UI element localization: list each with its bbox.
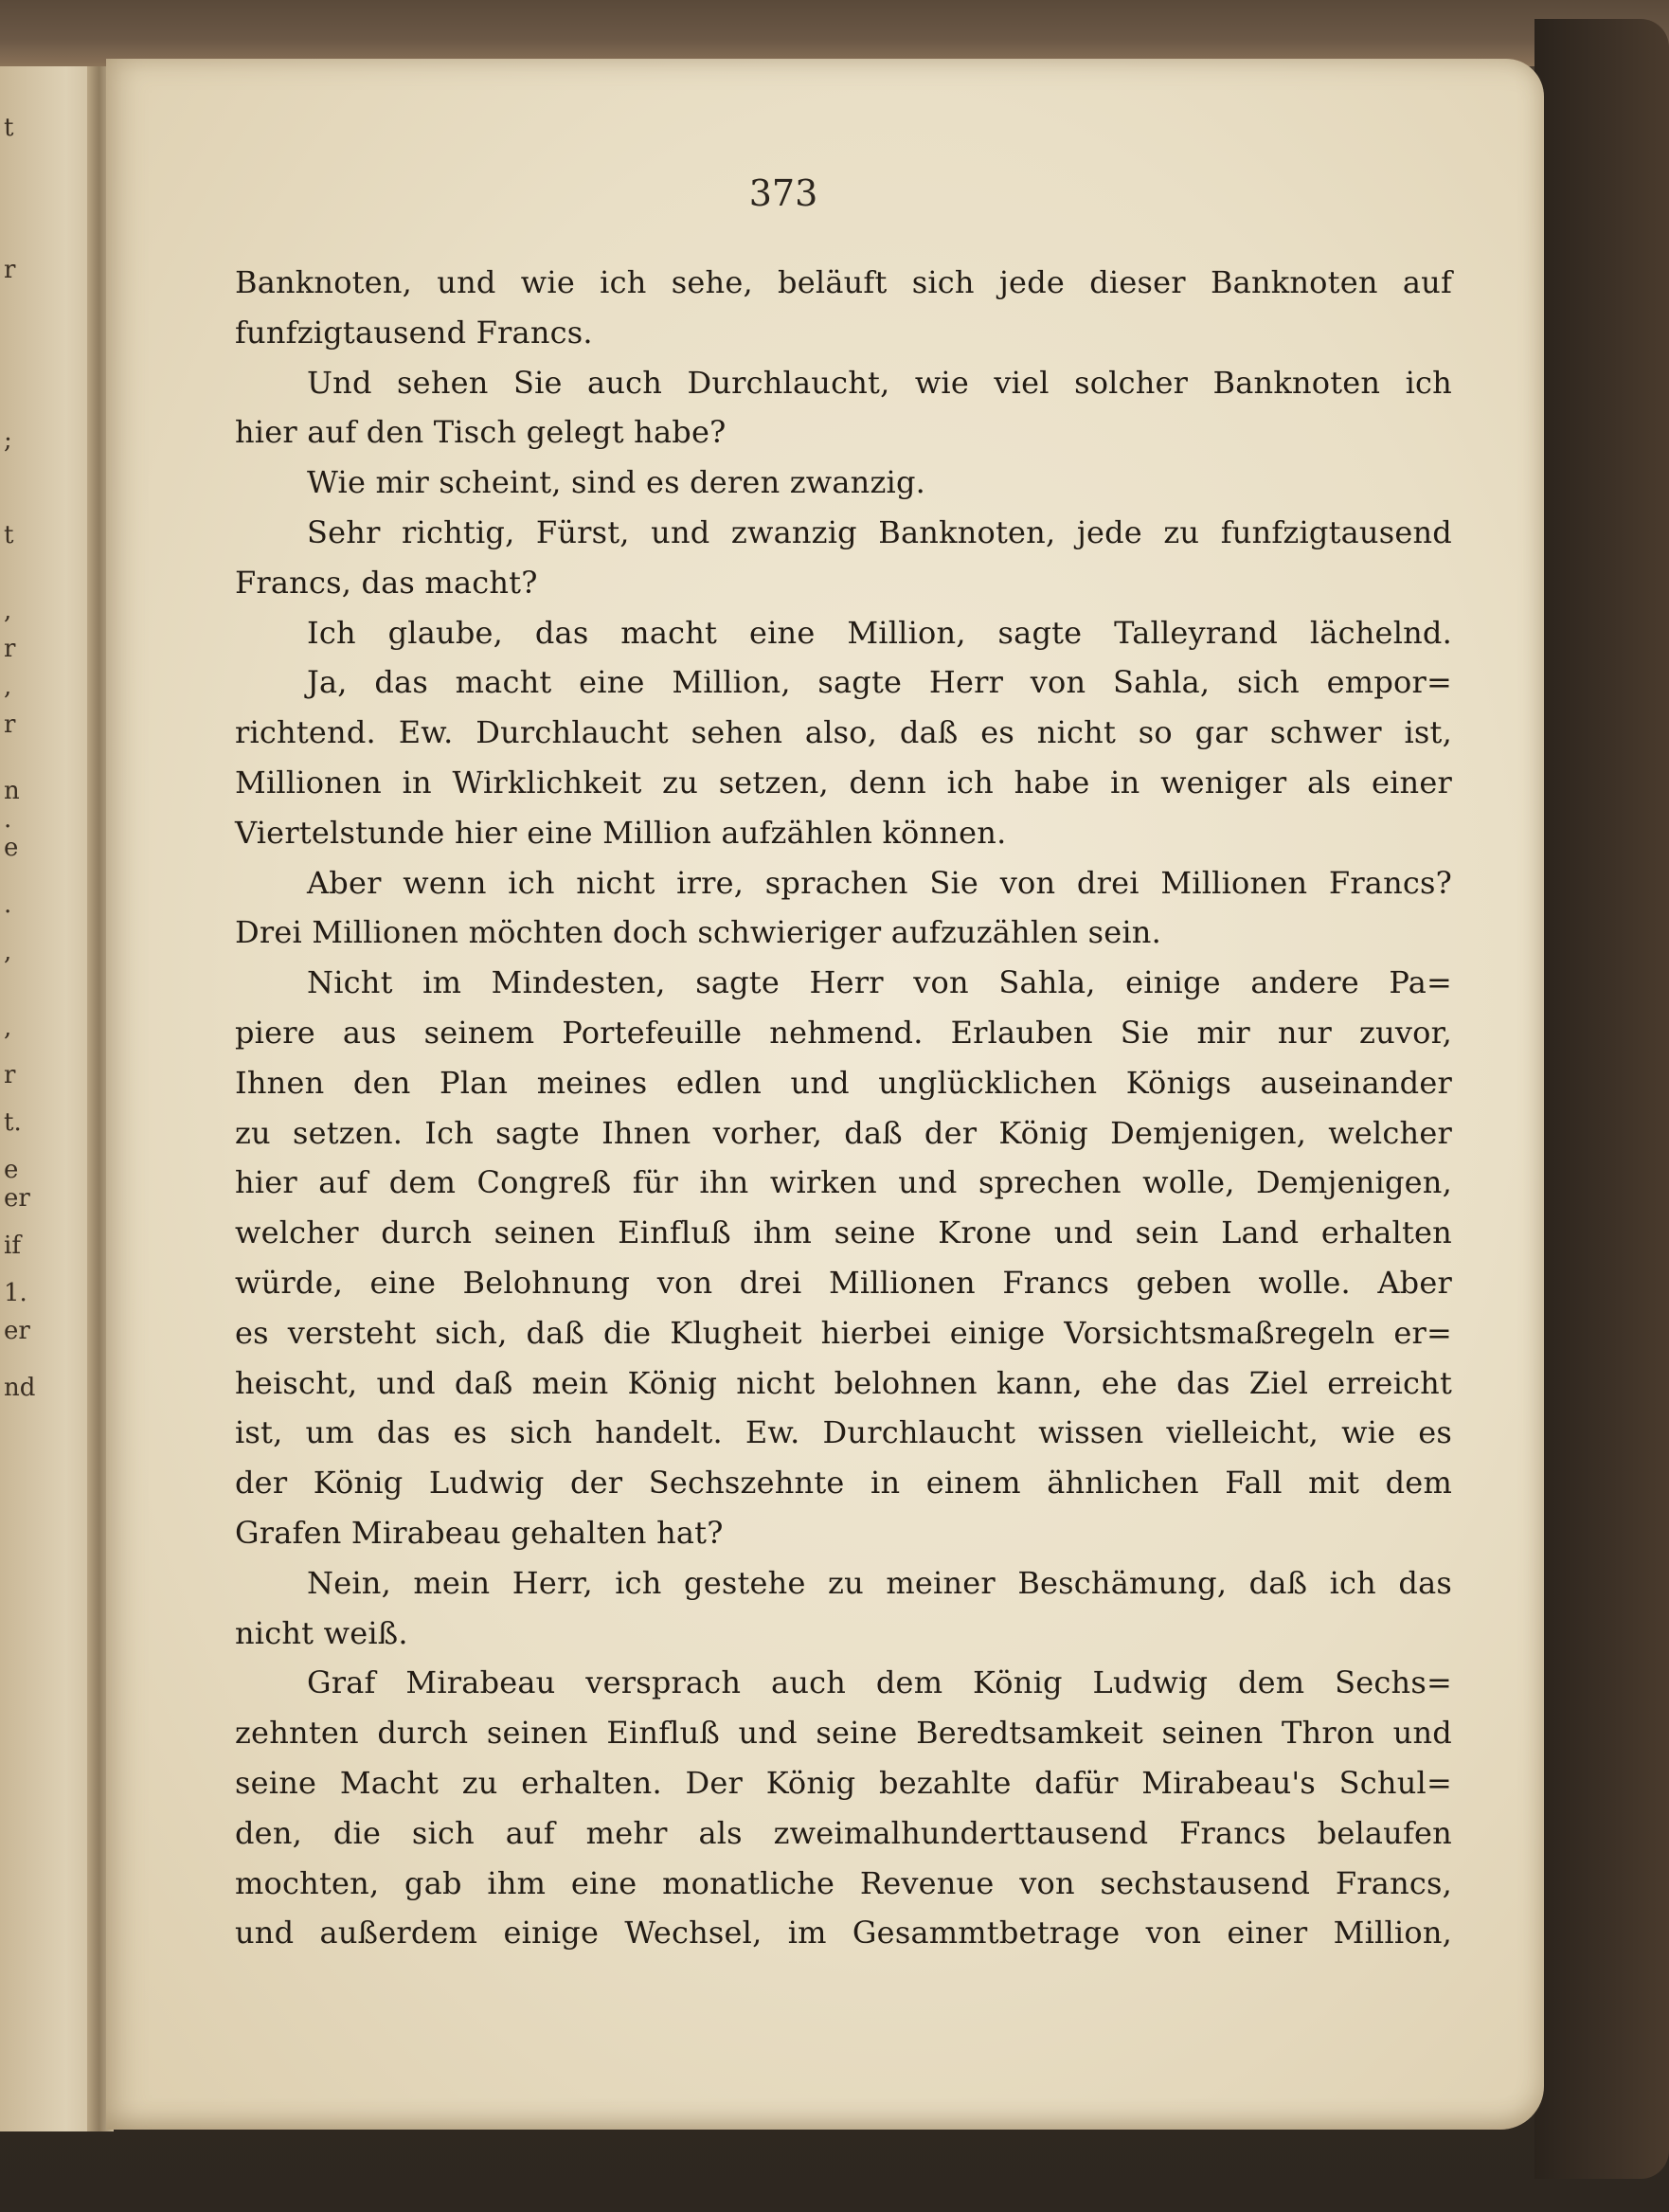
page-number: 373 — [748, 172, 818, 214]
text-line: Nein, mein Herr, ich gestehe zu meiner Beschämung, daß ich das — [307, 1564, 1452, 1601]
text-line: hier auf den Tisch gelegt habe? — [235, 414, 727, 451]
text-line: Aber wenn ich nicht irre, sprachen Sie von drei Millionen Francs? — [307, 864, 1452, 901]
text-line: Sehr richtig, Fürst, und zwanzig Banknoten, jede zu funfzigtausend — [307, 513, 1452, 550]
facing-page-glyph: r — [4, 256, 16, 284]
right-page — [106, 59, 1544, 2130]
facing-page-glyph: er — [4, 1317, 30, 1345]
text-line: funfzigtausend Francs. — [235, 314, 593, 351]
facing-page-glyph: t. — [4, 1108, 22, 1137]
text-line: Drei Millionen möchten doch schwieriger aufzuzählen sein. — [235, 914, 1161, 951]
text-line: es versteht sich, daß die Klugheit hierbei einige Vorsichtsmaßregeln er= — [235, 1314, 1452, 1351]
facing-page-glyph: e — [4, 1156, 19, 1184]
text-line: der König Ludwig der Sechszehnte in einem ähnlichen Fall mit dem — [235, 1465, 1452, 1502]
facing-page-glyph: , — [4, 673, 12, 701]
text-line: piere aus seinem Portefeuille nehmend. Erlauben Sie mir nur zuvor, — [235, 1014, 1452, 1051]
text-line: heischt, und daß mein König nicht belohnen kann, ehe das Ziel erreicht — [235, 1364, 1452, 1401]
facing-page-glyph: ; — [4, 426, 12, 455]
text-line: Millionen in Wirklichkeit zu setzen, denn ich habe in weniger als einer — [235, 764, 1452, 800]
text-line: Und sehen Sie auch Durchlaucht, wie viel solcher Banknoten ich — [307, 364, 1452, 401]
text-line: Banknoten, und wie ich sehe, beläuft sich jede dieser Banknoten auf — [235, 264, 1452, 300]
facing-page-glyph: er — [4, 1184, 30, 1213]
facing-page-glyph: t — [4, 521, 14, 549]
facing-page-glyph: n — [4, 777, 20, 805]
text-line: Ja, das macht eine Million, sagte Herr von Sahla, sich empor= — [307, 664, 1452, 701]
text-line: hier auf dem Congreß für ihn wirken und sprechen wolle, Demjenigen, — [235, 1164, 1452, 1201]
text-line: seine Macht zu erhalten. Der König bezahlte dafür Mirabeau's Schul= — [235, 1764, 1452, 1801]
facing-page-glyph: r — [4, 1061, 16, 1089]
facing-page-glyph: r — [4, 710, 16, 739]
text-line: Ihnen den Plan meines edlen und unglücklichen Königs auseinander — [235, 1064, 1452, 1101]
text-line: zehnten durch seinen Einfluß und seine Beredtsamkeit seinen Thron und — [235, 1715, 1452, 1752]
text-line: Graf Mirabeau versprach auch dem König Ludwig dem Sechs= — [307, 1664, 1452, 1701]
facing-page-glyph: , — [4, 1014, 12, 1042]
facing-page-glyph: . — [4, 890, 12, 919]
text-line: Grafen Mirabeau gehalten hat? — [235, 1514, 724, 1551]
facing-page-glyph: 1. — [4, 1279, 27, 1307]
facing-page-glyph: . — [4, 805, 12, 834]
text-line: ist, um das es sich handelt. Ew. Durchlaucht wissen vielleicht, wie es — [235, 1414, 1452, 1451]
text-line: Nicht im Mindesten, sagte Herr von Sahla, einige andere Pa= — [307, 964, 1452, 1001]
text-line: Ich glaube, das macht eine Million, sagte Talleyrand lächelnd. — [307, 614, 1452, 651]
facing-page-glyph: t — [4, 114, 14, 142]
text-line: welcher durch seinen Einfluß ihm seine Krone und sein Land erhalten — [235, 1214, 1452, 1251]
left-facing-page — [0, 66, 95, 2131]
text-line: mochten, gab ihm eine monatliche Revenue von sechstausend Francs, — [235, 1864, 1452, 1901]
text-line: und außerdem einige Wechsel, im Gesammtbetrage von einer Million, — [235, 1915, 1452, 1951]
body-text — [235, 258, 1452, 1958]
text-line: den, die sich auf mehr als zweimalhunderttausend Francs belaufen — [235, 1814, 1452, 1851]
facing-page-glyph: e — [4, 834, 19, 862]
text-line: Francs, das macht? — [235, 564, 538, 601]
facing-page-glyph: , — [4, 938, 12, 966]
text-line: richtend. Ew. Durchlaucht sehen also, daß es nicht so gar schwer ist, — [235, 714, 1452, 751]
facing-page-glyph: nd — [4, 1374, 36, 1402]
text-line: Viertelstunde hier eine Million aufzählen können. — [235, 814, 1007, 851]
text-line: nicht weiß. — [235, 1614, 408, 1651]
facing-page-glyph: if — [4, 1232, 21, 1260]
text-line: würde, eine Belohnung von drei Millionen Francs geben wolle. Aber — [235, 1264, 1452, 1301]
facing-page-glyph: , — [4, 597, 12, 625]
text-line: Wie mir scheint, sind es deren zwanzig. — [307, 464, 926, 501]
book-cover-top-edge — [0, 0, 1669, 66]
text-line: zu setzen. Ich sagte Ihnen vorher, daß der König Demjenigen, welcher — [235, 1114, 1452, 1151]
facing-page-glyph: r — [4, 635, 16, 663]
book-cover-right-edge — [1534, 19, 1669, 2179]
